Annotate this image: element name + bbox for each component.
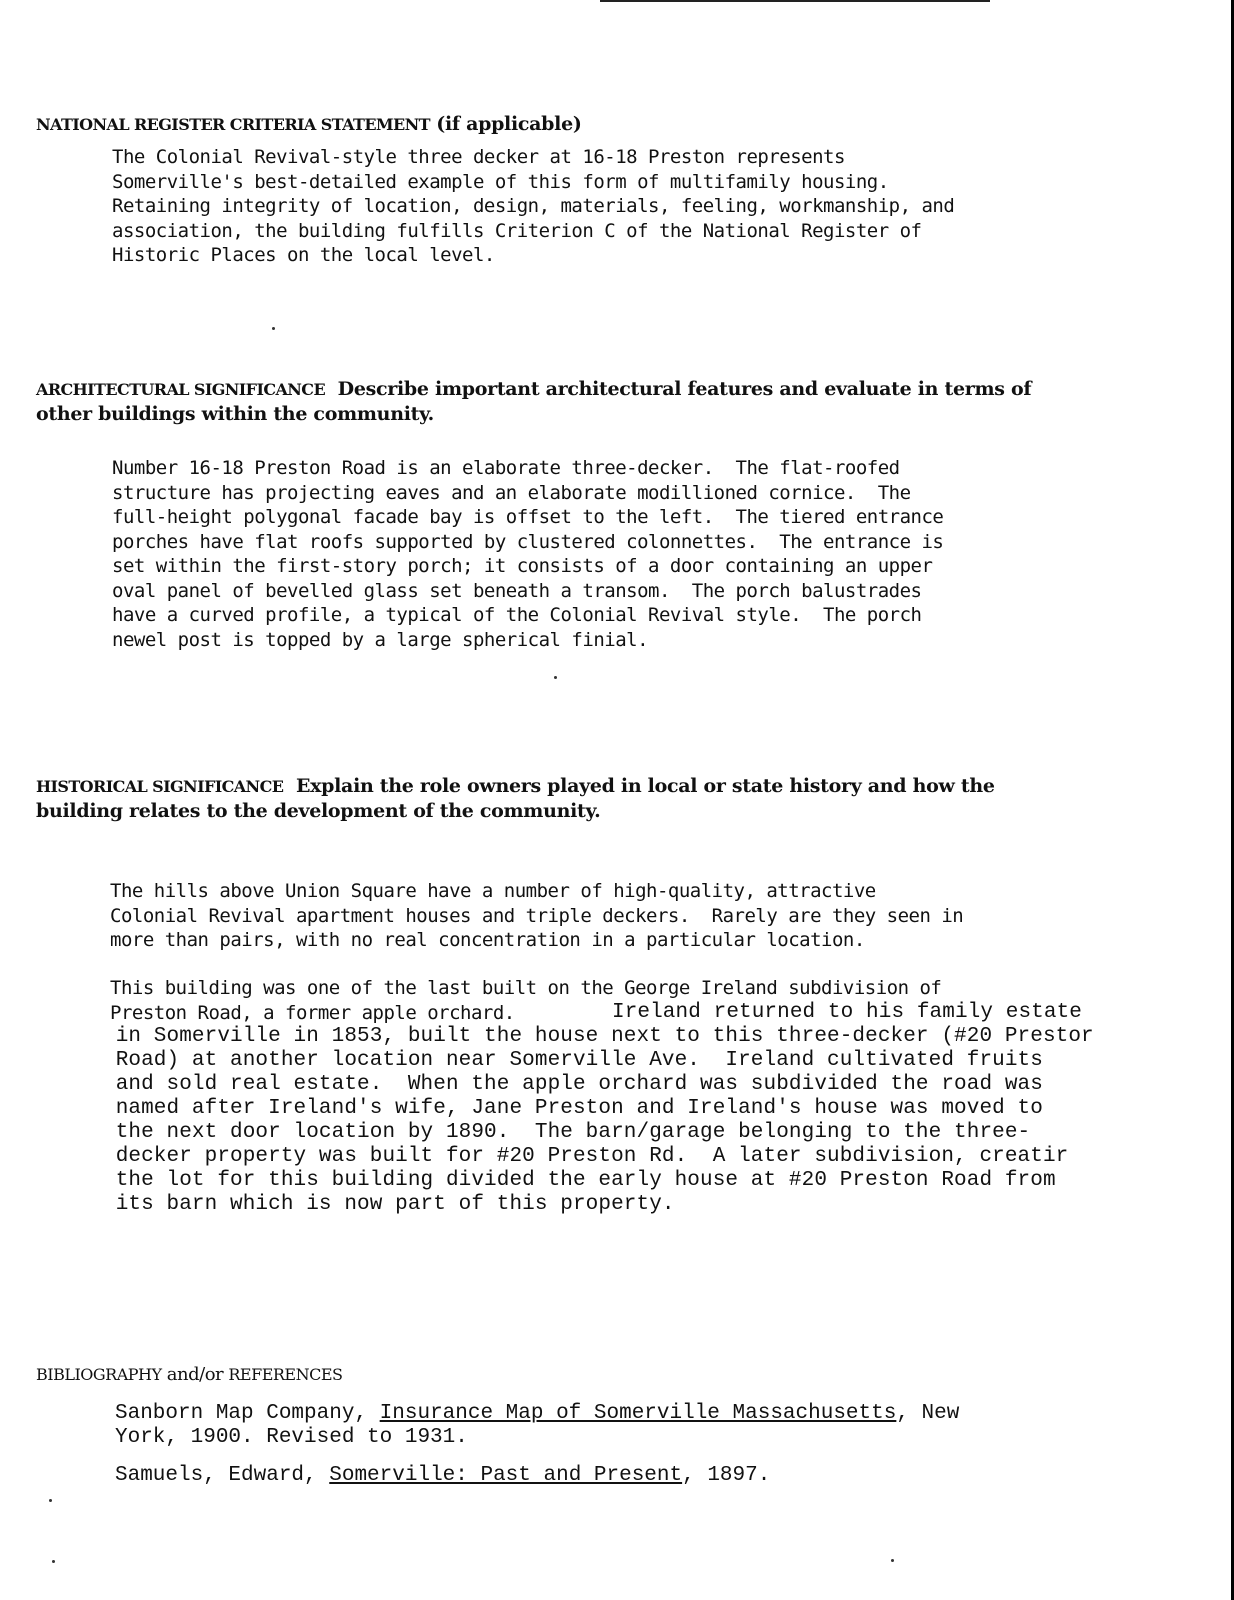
ref-author: Sanborn Map Company, — [115, 1402, 380, 1425]
text-line: set within the first-story porch; it consists of a door containing an upper — [112, 555, 933, 577]
text-line: named after Ireland's wife, Jane Preston and Ireland's house was moved to — [103, 1097, 1043, 1120]
national-register-heading-caps: NATIONAL REGISTER CRITERIA STATEMENT — [36, 115, 430, 134]
bibliography-heading-caps: BIBLIOGRAPHY — [36, 1365, 162, 1384]
text-line: more than pairs, with no real concentration in a particular location. — [110, 929, 865, 951]
architectural-heading — [36, 377, 1196, 427]
text-line: porches have flat roofs supported by clustered colonnettes. The entrance is — [112, 530, 944, 553]
reference-samuels — [115, 1464, 770, 1488]
text-line: The hills above Union Square have a number of high-quality, attractive — [110, 880, 876, 902]
text-line: This building was one of the last built on the George Ireland subdivision of — [110, 977, 942, 999]
bibliography-heading-caps2: REFERENCES — [228, 1365, 343, 1384]
architectural-heading-caps: ARCHITECTURAL SIGNIFICANCE — [36, 380, 326, 399]
text-line: Somerville's best-detailed example of this form of multifamily housing. — [112, 170, 889, 193]
ref-title: Somerville: Past and Present — [329, 1464, 683, 1487]
architectural-heading-rest: Describe important architectural features and evaluate in terms of — [325, 378, 1032, 400]
historical-para2-body — [103, 1025, 1094, 1217]
historical-heading-caps: HISTORICAL SIGNIFICANCE — [36, 777, 284, 796]
text-line: Historic Places on the local level. — [112, 244, 495, 266]
text-line: Retaining integrity of location, design, materials, feeling, workmanship, and — [112, 195, 955, 217]
text-line: Preston Road, a former apple orchard. — [110, 1001, 515, 1024]
architectural-body — [112, 456, 943, 652]
national-register-heading-rest: (if applicable) — [429, 113, 582, 135]
text-line: its barn which is now part of this property. — [103, 1193, 675, 1216]
text-line: Number 16-18 Preston Road is an elaborate three-decker. The flat-roofed — [112, 457, 900, 479]
bibliography-heading — [36, 1364, 342, 1385]
historical-heading-line2: building relates to the development of the community. — [36, 800, 601, 822]
ref-suffix: , 1897. — [682, 1464, 771, 1487]
text-line: the next door location by 1890. The barn/garage belonging to the three- — [103, 1121, 1031, 1144]
text-line: and sold real estate. When the apple orchard was subdivided the road was — [103, 1073, 1043, 1096]
scan-speck — [272, 327, 275, 330]
scan-speck — [49, 1499, 52, 1502]
text-line: have a curved profile, a typical of the Colonial Revival style. The porch — [112, 604, 922, 626]
text-line: newel post is topped by a large spherical finial. — [112, 628, 649, 651]
scan-speck — [52, 1560, 55, 1563]
bibliography-heading-and: and/or — [161, 1364, 229, 1385]
historical-para1 — [110, 879, 963, 953]
ref-line2: York, 1900. Revised to 1931. — [115, 1426, 468, 1449]
ref-author: Samuels, Edward, — [115, 1464, 330, 1487]
scan-speck — [554, 676, 557, 679]
national-register-body — [112, 145, 954, 268]
text-line: Road) at another location near Somerville Ave. Ireland cultivated fruits — [103, 1049, 1043, 1072]
historical-heading — [36, 774, 1196, 824]
scan-top-line — [600, 0, 990, 2]
historical-heading-rest: Explain the role owners played in local or state history and how the — [283, 775, 995, 797]
text-line: Ireland returned to his family estate — [612, 1001, 1082, 1024]
reference-sanborn — [115, 1402, 959, 1450]
national-register-heading — [36, 112, 1196, 137]
text-line: association, the building fulfills Criterion C of the National Register of — [112, 219, 922, 242]
scan-speck — [891, 1559, 894, 1562]
ref-suffix: , New — [896, 1402, 960, 1425]
ref-title: Insurance Map of Somerville Massachusetts — [379, 1402, 897, 1425]
text-line: The Colonial Revival-style three decker at 16-18 Preston represents — [112, 146, 845, 168]
historical-para2-line2-end — [612, 1001, 1082, 1025]
text-line: oval panel of bevelled glass set beneath a transom. The porch balustrades — [112, 579, 922, 602]
architectural-heading-line2: other buildings within the community. — [36, 403, 434, 425]
text-line: structure has projecting eaves and an elaborate modillioned cornice. The — [112, 481, 911, 504]
text-line: Colonial Revival apartment houses and triple deckers. Rarely are they seen in — [110, 904, 964, 927]
text-line: decker property was built for #20 Preston Rd. A later subdivision, creatir — [103, 1145, 1069, 1168]
text-line: the lot for this building divided the early house at #20 Preston Road from — [103, 1169, 1056, 1192]
text-line: in Somerville in 1853, built the house next to this three-decker (#20 Prestor — [103, 1025, 1094, 1048]
text-line: full-height polygonal facade bay is offset to the left. The tiered entrance — [112, 506, 944, 528]
